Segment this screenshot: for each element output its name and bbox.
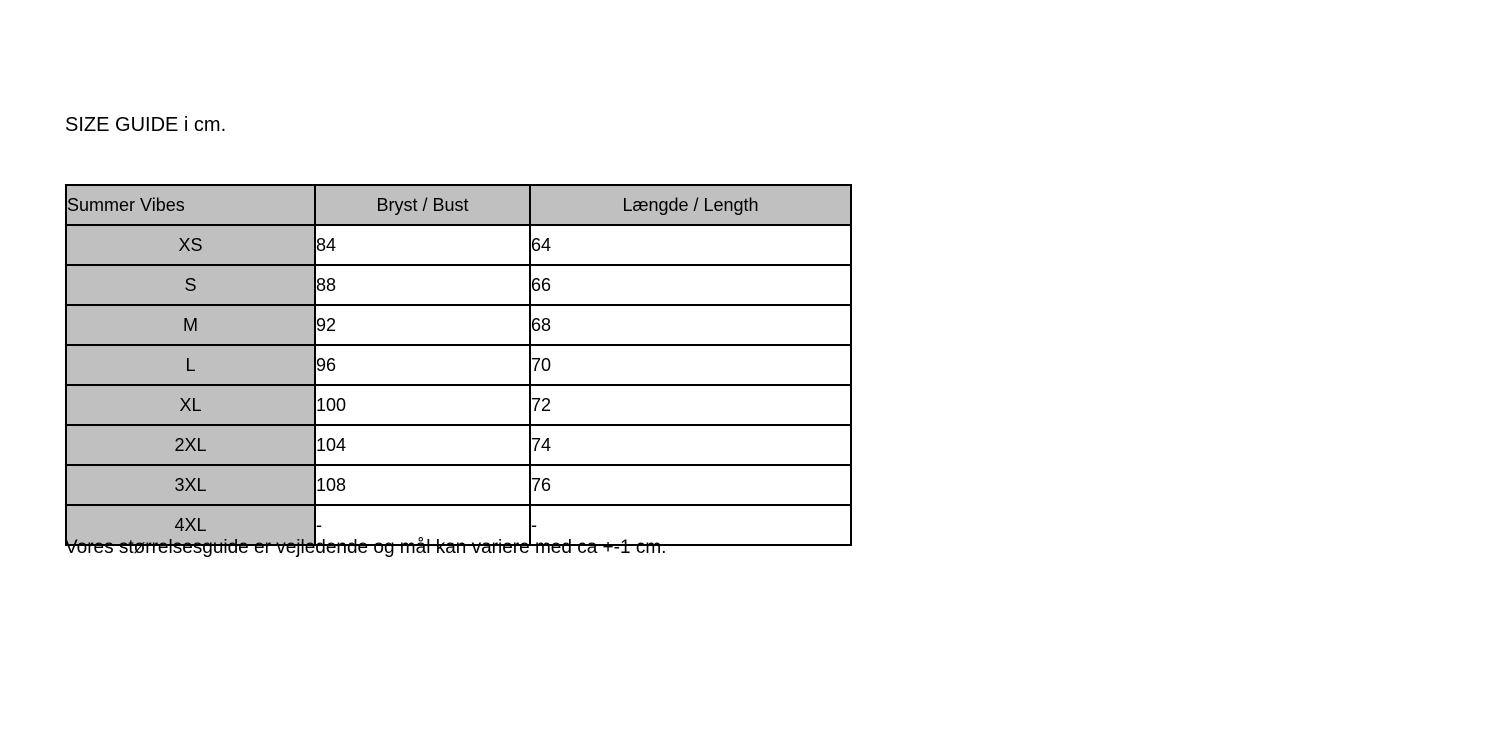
table-row xyxy=(66,265,851,305)
table-header-row xyxy=(66,185,851,225)
cell-bust: 84 xyxy=(315,225,530,265)
page-title: SIZE GUIDE i cm. xyxy=(65,114,227,136)
cell-bust: 108 xyxy=(315,465,530,505)
cell-length: 70 xyxy=(530,345,851,385)
cell-size: S xyxy=(66,265,315,305)
table-row xyxy=(66,345,851,385)
table-row xyxy=(66,385,851,425)
cell-bust: 88 xyxy=(315,265,530,305)
cell-size: XL xyxy=(66,385,315,425)
cell-length: 72 xyxy=(530,385,851,425)
table-row xyxy=(66,305,851,345)
cell-size: L xyxy=(66,345,315,385)
table-row xyxy=(66,465,851,505)
cell-size: XS xyxy=(66,225,315,265)
cell-bust: 104 xyxy=(315,425,530,465)
cell-bust: 92 xyxy=(315,305,530,345)
cell-bust: 100 xyxy=(315,385,530,425)
size-guide-table xyxy=(65,184,852,546)
cell-length: - xyxy=(530,505,851,545)
cell-size: M xyxy=(66,305,315,345)
size-table-container xyxy=(65,184,850,546)
cell-bust: - xyxy=(315,505,530,545)
cell-size: 3XL xyxy=(66,465,315,505)
table-body xyxy=(66,225,851,545)
column-header-length: Længde / Length xyxy=(530,185,851,225)
cell-length: 74 xyxy=(530,425,851,465)
cell-length: 64 xyxy=(530,225,851,265)
table-row xyxy=(66,225,851,265)
cell-length: 76 xyxy=(530,465,851,505)
table-header xyxy=(66,185,851,225)
size-guide-footnote: Vores størrelsesguide er vejledende og mål kan variere med ca +-1 cm. xyxy=(65,537,667,558)
column-header-name: Summer Vibes xyxy=(66,185,315,225)
cell-bust: 96 xyxy=(315,345,530,385)
column-header-bust: Bryst / Bust xyxy=(315,185,530,225)
cell-length: 68 xyxy=(530,305,851,345)
cell-size: 2XL xyxy=(66,425,315,465)
cell-size: 4XL xyxy=(66,505,315,545)
table-row xyxy=(66,425,851,465)
cell-length: 66 xyxy=(530,265,851,305)
